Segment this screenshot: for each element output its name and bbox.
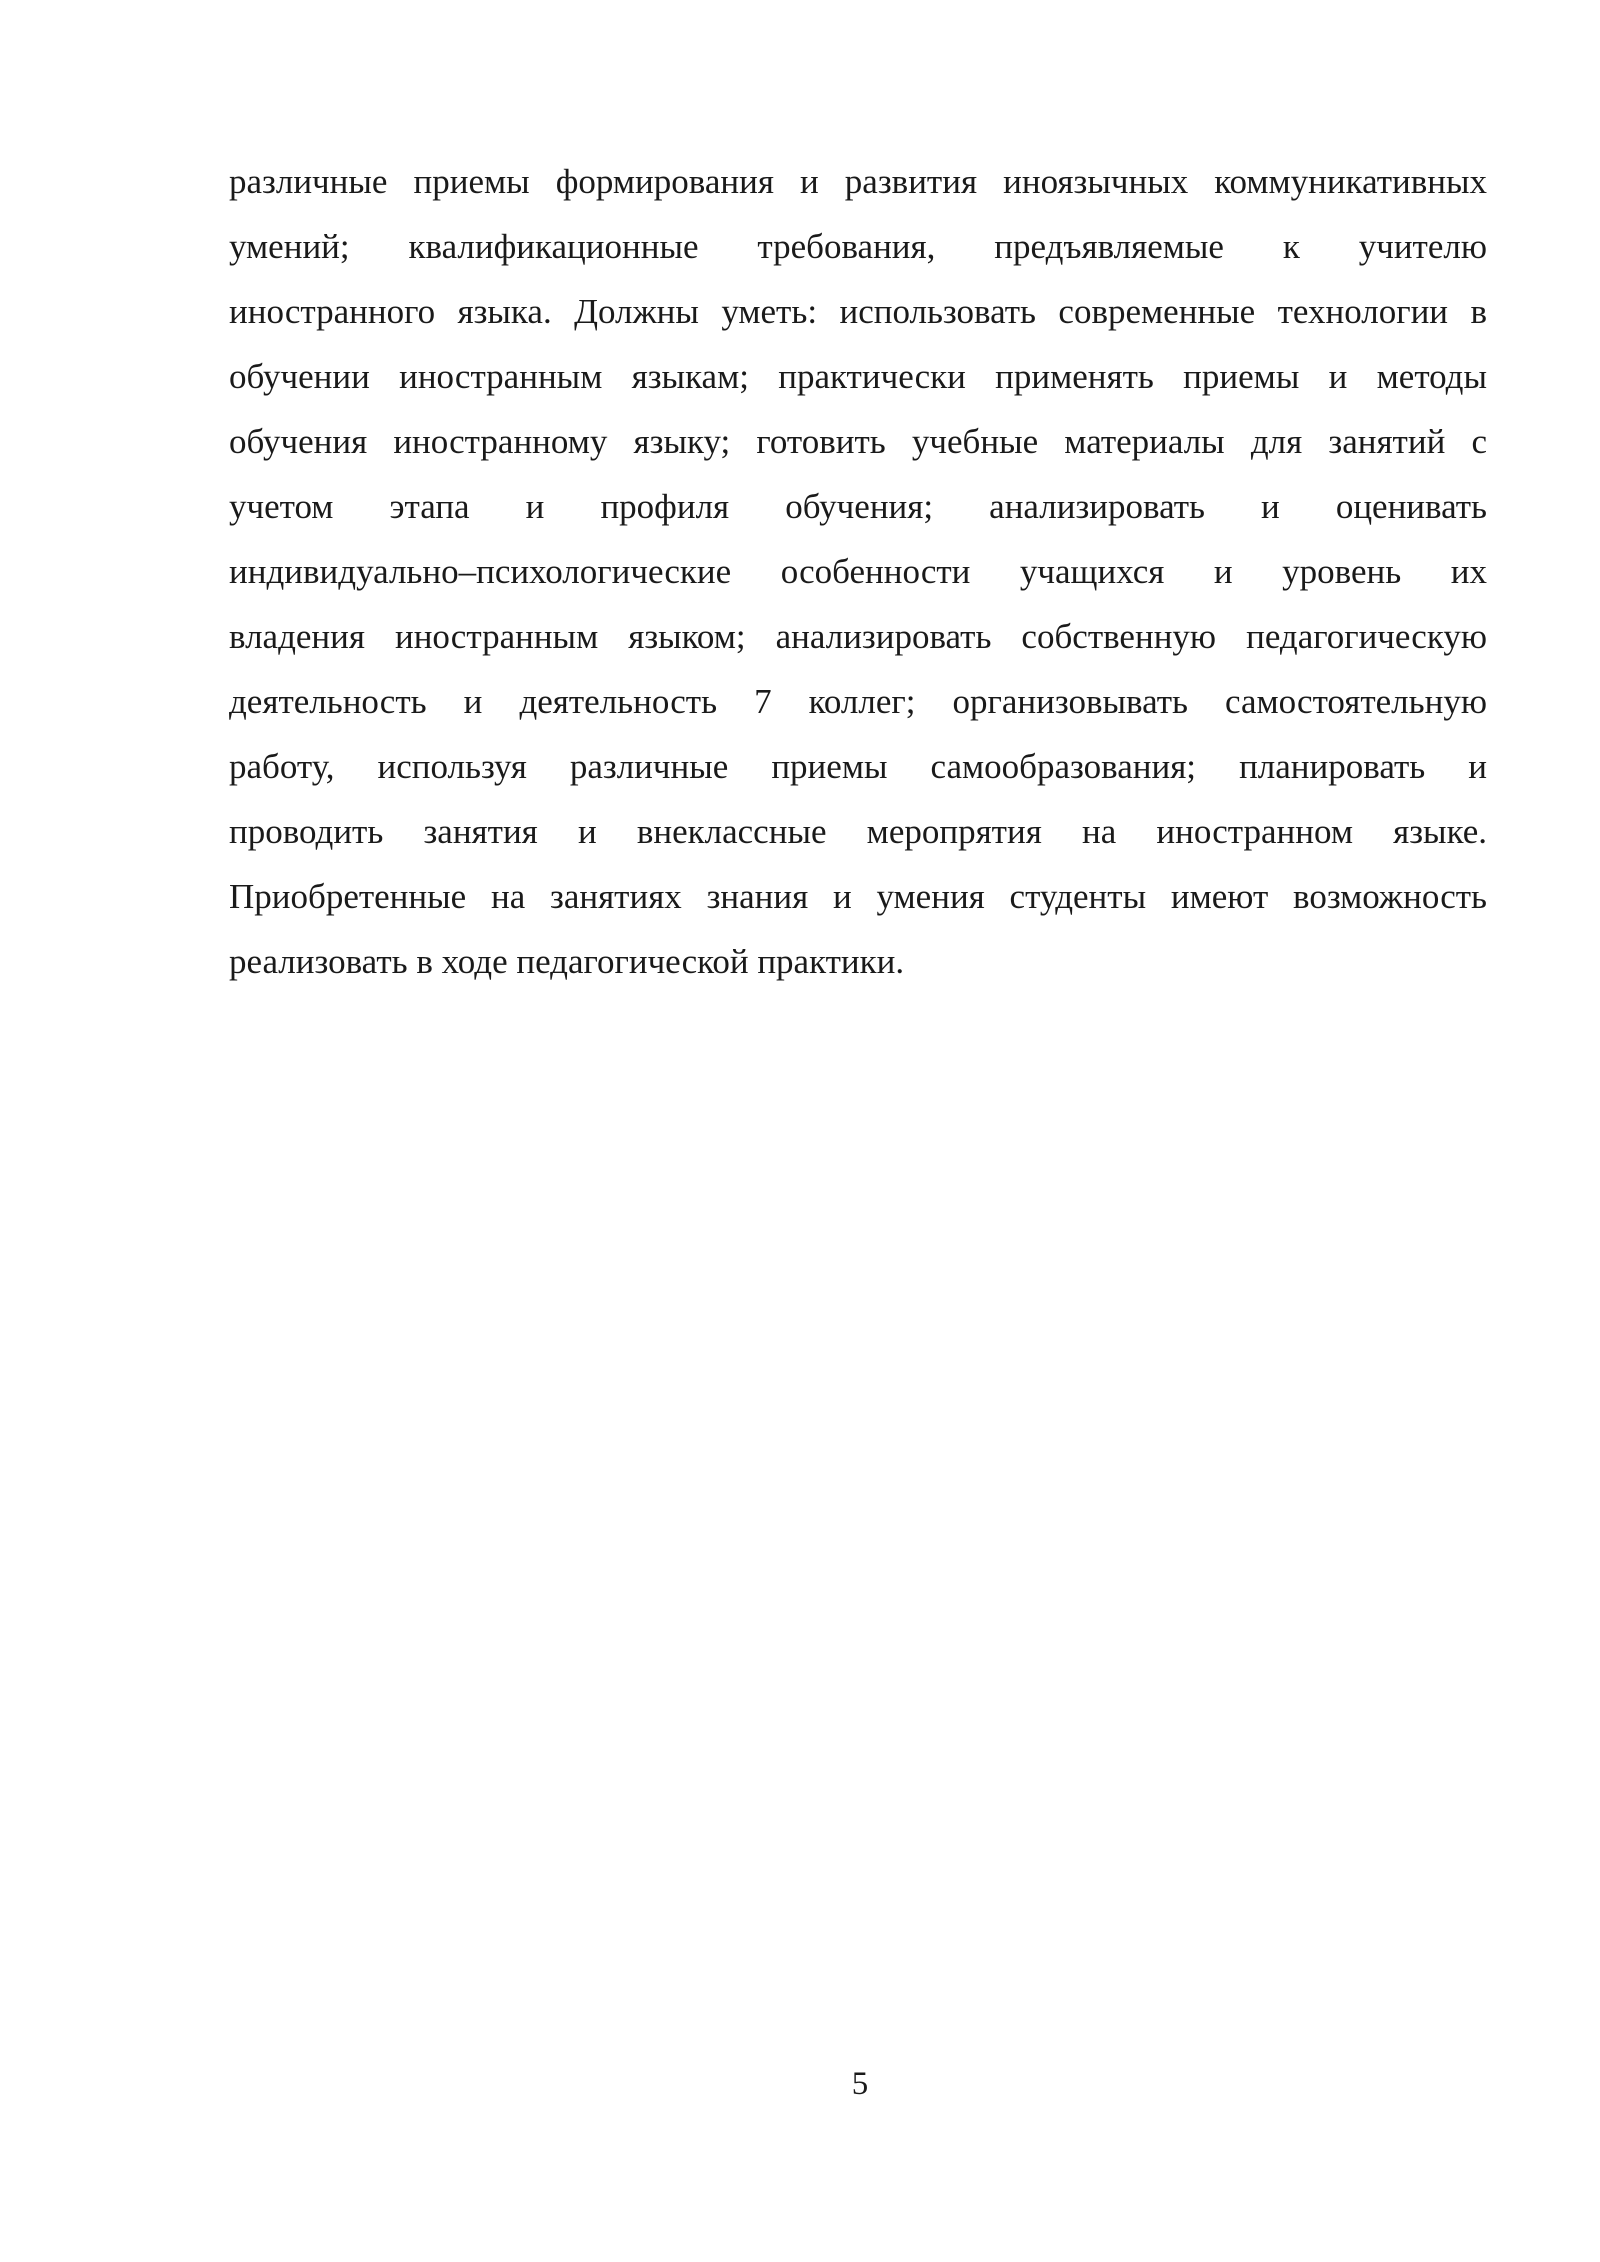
page-number: 5: [851, 2066, 869, 2102]
text-line: работу, используя различные приемы самообразования; планировать и: [229, 747, 1487, 786]
text-line: умений; квалификационные требования, предъявляемые к учителю: [229, 227, 1487, 266]
text-line: владения иностранным языком; анализировать собственную педагогическую: [229, 617, 1487, 656]
text-line: обучении иностранным языкам; практически применять приемы и методы: [229, 357, 1487, 396]
text-line: проводить занятия и внеклассные меропрятия на иностранном языке.: [229, 812, 1487, 851]
text-line: индивидуально–психологические особенности учащихся и уровень их: [229, 552, 1487, 591]
text-line: реализовать в ходе педагогической практики.: [229, 942, 905, 981]
text-line: иностранного языка. Должны уметь: использовать современные технологии в: [229, 292, 1487, 331]
text-line: различные приемы формирования и развития иноязычных коммуникативных: [229, 162, 1487, 201]
text-line: учетом этапа и профиля обучения; анализировать и оценивать: [229, 487, 1487, 526]
text-line: обучения иностранному языку; готовить учебные материалы для занятий с: [229, 422, 1487, 461]
text-line: деятельность и деятельность 7 коллег; организовывать самостоятельную: [229, 682, 1487, 721]
body-paragraph: [229, 149, 1487, 994]
text-line: Приобретенные на занятиях знания и умения студенты имеют возможность: [229, 877, 1487, 916]
